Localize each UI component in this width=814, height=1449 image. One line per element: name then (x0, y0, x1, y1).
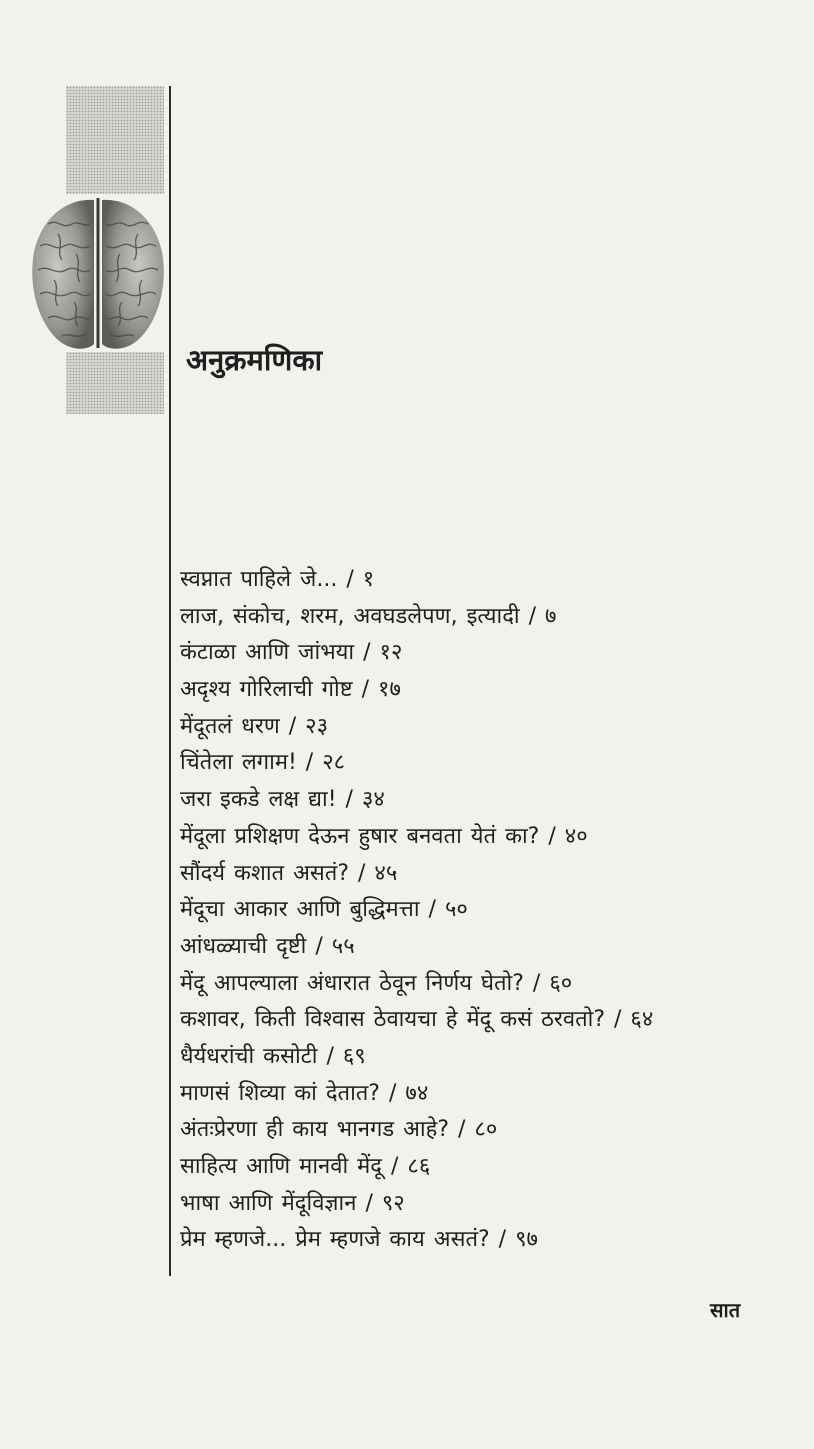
toc-entry[interactable] (180, 1222, 790, 1259)
toc-separator: / (326, 1043, 334, 1069)
toc-entry-page: २८ (322, 750, 346, 776)
toc-entry-page: ५५ (331, 933, 355, 959)
toc-separator: / (305, 750, 314, 776)
toc-entry-title: मेंदू आपल्याला अंधारात ठेवून निर्णय घेतो? (180, 970, 524, 996)
toc-entry-page: १२ (379, 640, 403, 666)
toc-entry-page: ८० (474, 1117, 498, 1143)
toc-entry-title: चिंतेला लगाम! (180, 750, 297, 776)
toc-entry[interactable] (180, 819, 790, 856)
toc-separator: / (614, 1007, 622, 1033)
toc-separator: / (391, 1154, 399, 1179)
toc-entry-title: मेंदूला प्रशिक्षण देऊन हुषार बनवता येतं का? (180, 823, 540, 849)
toc-separator: / (458, 1117, 466, 1143)
toc-separator: / (388, 1080, 397, 1106)
table-of-contents (180, 562, 790, 1259)
toc-entry[interactable] (180, 672, 790, 709)
toc-separator: / (358, 860, 366, 886)
toc-entry[interactable] (180, 599, 790, 636)
toc-separator: / (532, 970, 541, 996)
toc-entry-title: प्रेम म्हणजे... प्रेम म्हणजे काय असतं? (180, 1227, 490, 1253)
toc-entry-title: साहित्य आणि मानवी मेंदू (180, 1154, 382, 1179)
toc-entry[interactable] (180, 856, 790, 893)
toc-separator: / (363, 640, 371, 666)
toc-separator: / (428, 897, 436, 923)
toc-entry-title: मेंदूचा आकार आणि बुद्धिमत्ता (180, 897, 420, 923)
toc-entry[interactable] (180, 562, 790, 599)
toc-entry-page: ७ (545, 603, 557, 629)
toc-entry-title: भाषा आणि मेंदूविज्ञान (180, 1190, 357, 1216)
toc-separator: / (315, 933, 323, 959)
toc-entry-page: ५० (444, 897, 468, 923)
toc-entry-page: ३४ (361, 787, 385, 813)
toc-entry-title: कंटाळा आणि जांभया (180, 640, 355, 666)
toc-entry-page: ६० (549, 970, 573, 996)
toc-entry[interactable] (180, 1039, 790, 1076)
page-title: अनुक्रमणिका (186, 343, 323, 377)
toc-entry-title: माणसं शिव्या कां देतात? (180, 1080, 380, 1106)
vertical-rule (169, 86, 171, 1276)
toc-entry[interactable] (180, 1149, 790, 1186)
toc-entry[interactable] (180, 1002, 790, 1039)
toc-separator: / (528, 603, 537, 629)
toc-entry-page: ८६ (407, 1154, 431, 1179)
toc-entry-page: ६९ (342, 1043, 366, 1069)
toc-entry-title: अदृश्य गोरिलाची गोष्ट (180, 677, 353, 703)
toc-entry-title: स्वप्नात पाहिले जे... (180, 567, 338, 592)
toc-entry-title: कशावर, किती विश्वास ठेवायचा हे मेंदू कसं ठरवतो? (180, 1007, 605, 1033)
toc-entry[interactable] (180, 1186, 790, 1223)
toc-entry[interactable] (180, 966, 790, 1003)
brain-icon (28, 194, 168, 354)
toc-entry[interactable] (180, 635, 790, 672)
toc-separator: / (365, 1190, 373, 1216)
toc-entry-title: अंतःप्रेरणा ही काय भानगड आहे? (180, 1117, 449, 1143)
toc-entry-page: ९७ (515, 1227, 538, 1253)
toc-separator: / (346, 567, 354, 592)
toc-entry-page: ९२ (381, 1190, 405, 1216)
toc-entry[interactable] (180, 1076, 790, 1113)
toc-entry-page: २३ (305, 713, 329, 739)
toc-separator: / (345, 787, 353, 813)
toc-entry[interactable] (180, 929, 790, 966)
toc-separator: / (288, 713, 297, 739)
toc-separator: / (361, 677, 370, 703)
toc-separator: / (498, 1227, 507, 1253)
toc-entry-page: ४० (564, 823, 588, 849)
toc-entry-page: १ (362, 567, 375, 592)
toc-separator: / (548, 823, 556, 849)
toc-entry[interactable] (180, 709, 790, 746)
halftone-block-bottom (66, 352, 164, 414)
toc-entry-title: धैर्यधरांची कसोटी (180, 1043, 318, 1069)
toc-entry[interactable] (180, 1112, 790, 1149)
page-number: सात (710, 1298, 741, 1322)
toc-entry-page: ४५ (374, 860, 398, 886)
toc-entry-page: ७४ (405, 1080, 429, 1106)
toc-entry[interactable] (180, 745, 790, 782)
toc-entry-page: ६४ (630, 1007, 654, 1033)
toc-entry-title: सौंदर्य कशात असतं? (180, 860, 349, 886)
toc-entry[interactable] (180, 782, 790, 819)
toc-entry-title: आंधळ्याची दृष्टी (180, 933, 307, 959)
toc-entry-title: मेंदूतलं धरण (180, 713, 280, 739)
halftone-block-top (66, 86, 164, 194)
toc-entry-page: १७ (378, 677, 401, 703)
toc-entry[interactable] (180, 892, 790, 929)
toc-entry-title: जरा इकडे लक्ष द्या! (180, 787, 337, 813)
toc-entry-title: लाज, संकोच, शरम, अवघडलेपण, इत्यादी (180, 603, 520, 629)
